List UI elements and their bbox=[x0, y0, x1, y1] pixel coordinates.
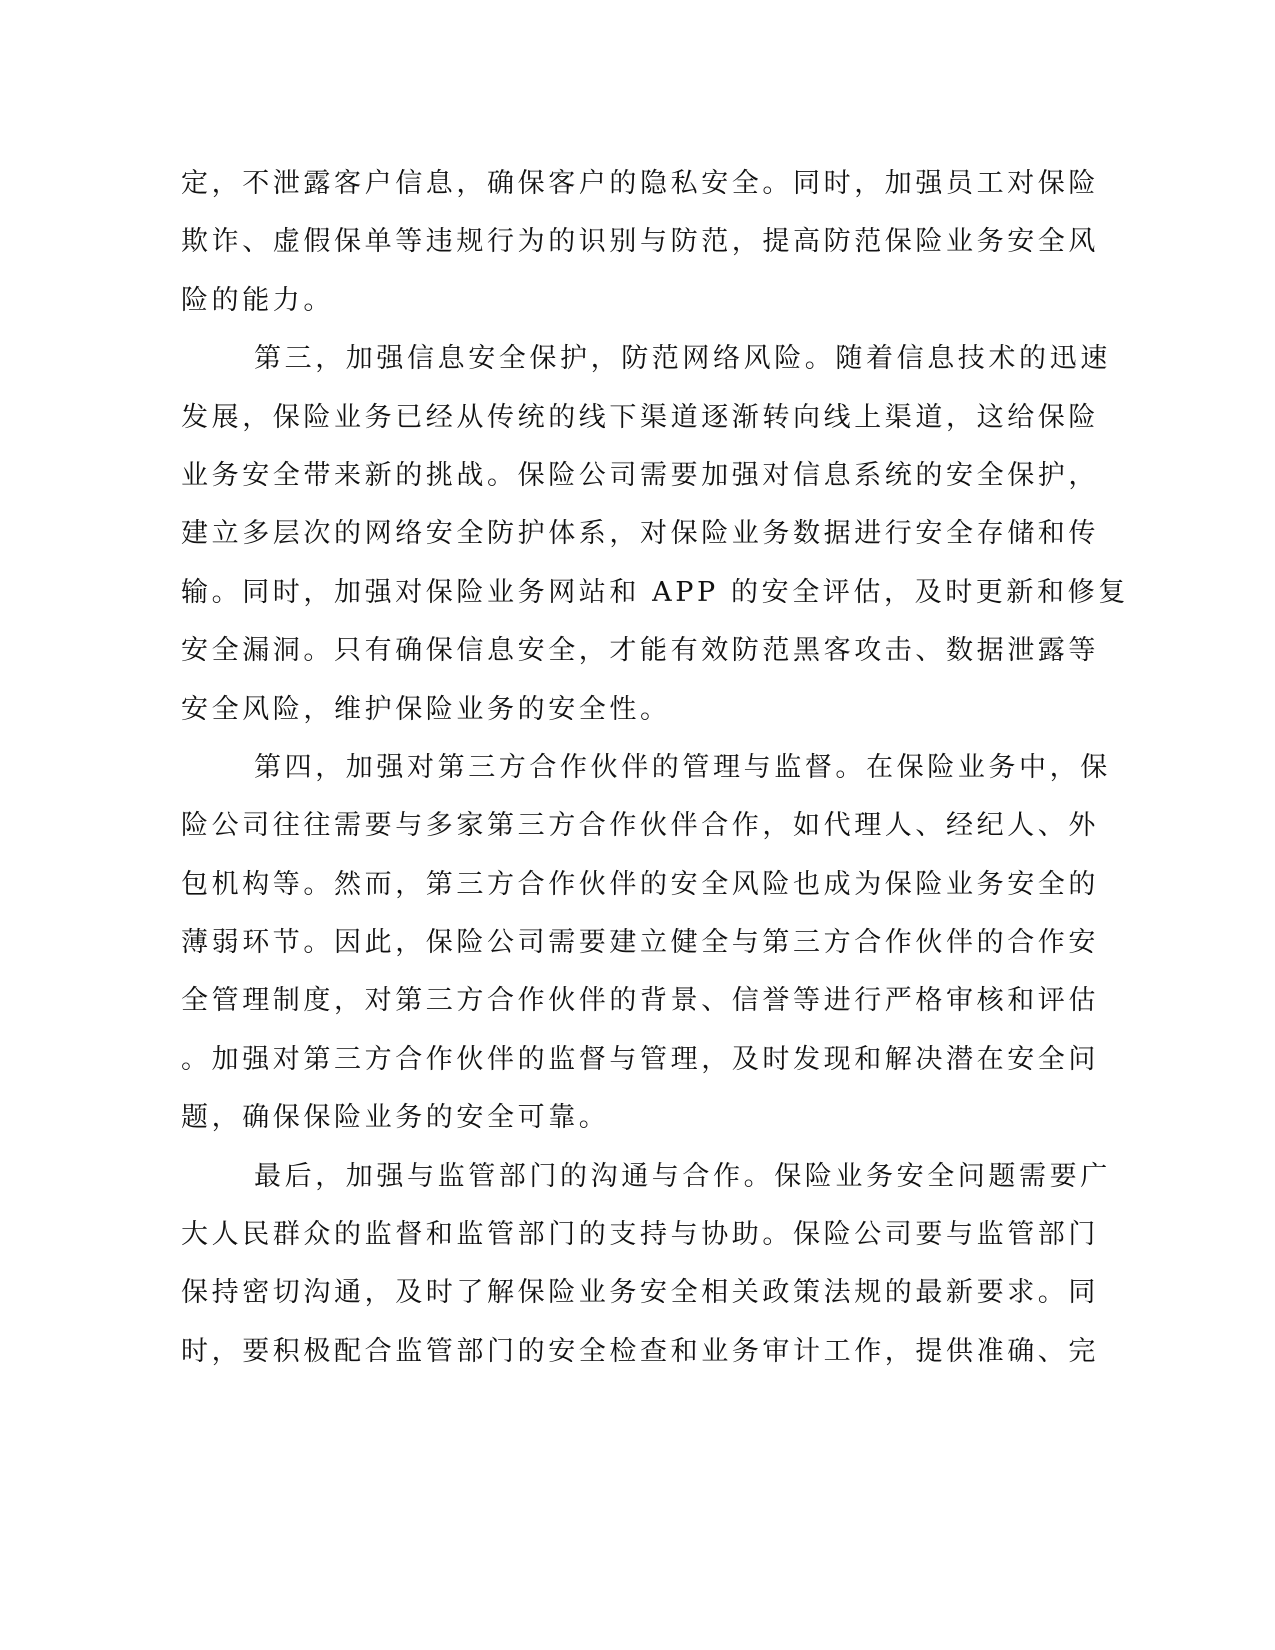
text-line: 薄弱环节。因此，保险公司需要建立健全与第三方合作伙伴的合作安 bbox=[181, 927, 1099, 959]
text-line: 大人民群众的监督和监管部门的支持与协助。保险公司要与监管部门 bbox=[181, 1219, 1099, 1251]
text-line: 安全漏洞。只有确保信息安全，才能有效防范黑客攻击、数据泄露等 bbox=[181, 635, 1099, 667]
text-line: 建立多层次的网络安全防护体系，对保险业务数据进行安全存储和传 bbox=[181, 518, 1099, 550]
text-line: 险公司往往需要与多家第三方合作伙伴合作，如代理人、经纪人、外 bbox=[181, 810, 1099, 842]
text-line: 输。同时，加强对保险业务网站和 APP 的安全评估，及时更新和修复 bbox=[181, 576, 1129, 608]
text-line: 包机构等。然而，第三方合作伙伴的安全风险也成为保险业务安全的 bbox=[181, 868, 1099, 900]
paragraph-first-line: 第三，加强信息安全保护，防范网络风险。随着信息技术的迅速 bbox=[254, 343, 1111, 375]
text-line: 业务安全带来新的挑战。保险公司需要加强对信息系统的安全保护， bbox=[181, 459, 1099, 491]
text-line: 发展，保险业务已经从传统的线下渠道逐渐转向线上渠道，这给保险 bbox=[181, 401, 1099, 433]
text-line: 保持密切沟通，及时了解保险业务安全相关政策法规的最新要求。同 bbox=[181, 1277, 1099, 1309]
text-line: 题，确保保险业务的安全可靠。 bbox=[181, 1102, 610, 1134]
paragraph-first-line: 最后，加强与监管部门的沟通与合作。保险业务安全问题需要广 bbox=[254, 1160, 1111, 1192]
text-line: 险的能力。 bbox=[181, 284, 334, 316]
text-line: 定，不泄露客户信息，确保客户的隐私安全。同时，加强员工对保险 bbox=[181, 168, 1099, 199]
text-line: 。加强对第三方合作伙伴的监督与管理，及时发现和解决潜在安全问 bbox=[181, 1043, 1099, 1075]
text-line: 时，要积极配合监管部门的安全检查和业务审计工作，提供准确、完 bbox=[181, 1335, 1099, 1367]
text-line: 欺诈、虚假保单等违规行为的识别与防范，提高防范保险业务安全风 bbox=[181, 226, 1099, 258]
text-line: 安全风险，维护保险业务的安全性。 bbox=[181, 693, 671, 725]
text-line: 全管理制度，对第三方合作伙伴的背景、信誉等进行严格审核和评估 bbox=[181, 985, 1099, 1017]
body-text bbox=[181, 155, 1129, 1381]
paragraph-first-line: 第四，加强对第三方合作伙伴的管理与监督。在保险业务中，保 bbox=[254, 751, 1111, 783]
